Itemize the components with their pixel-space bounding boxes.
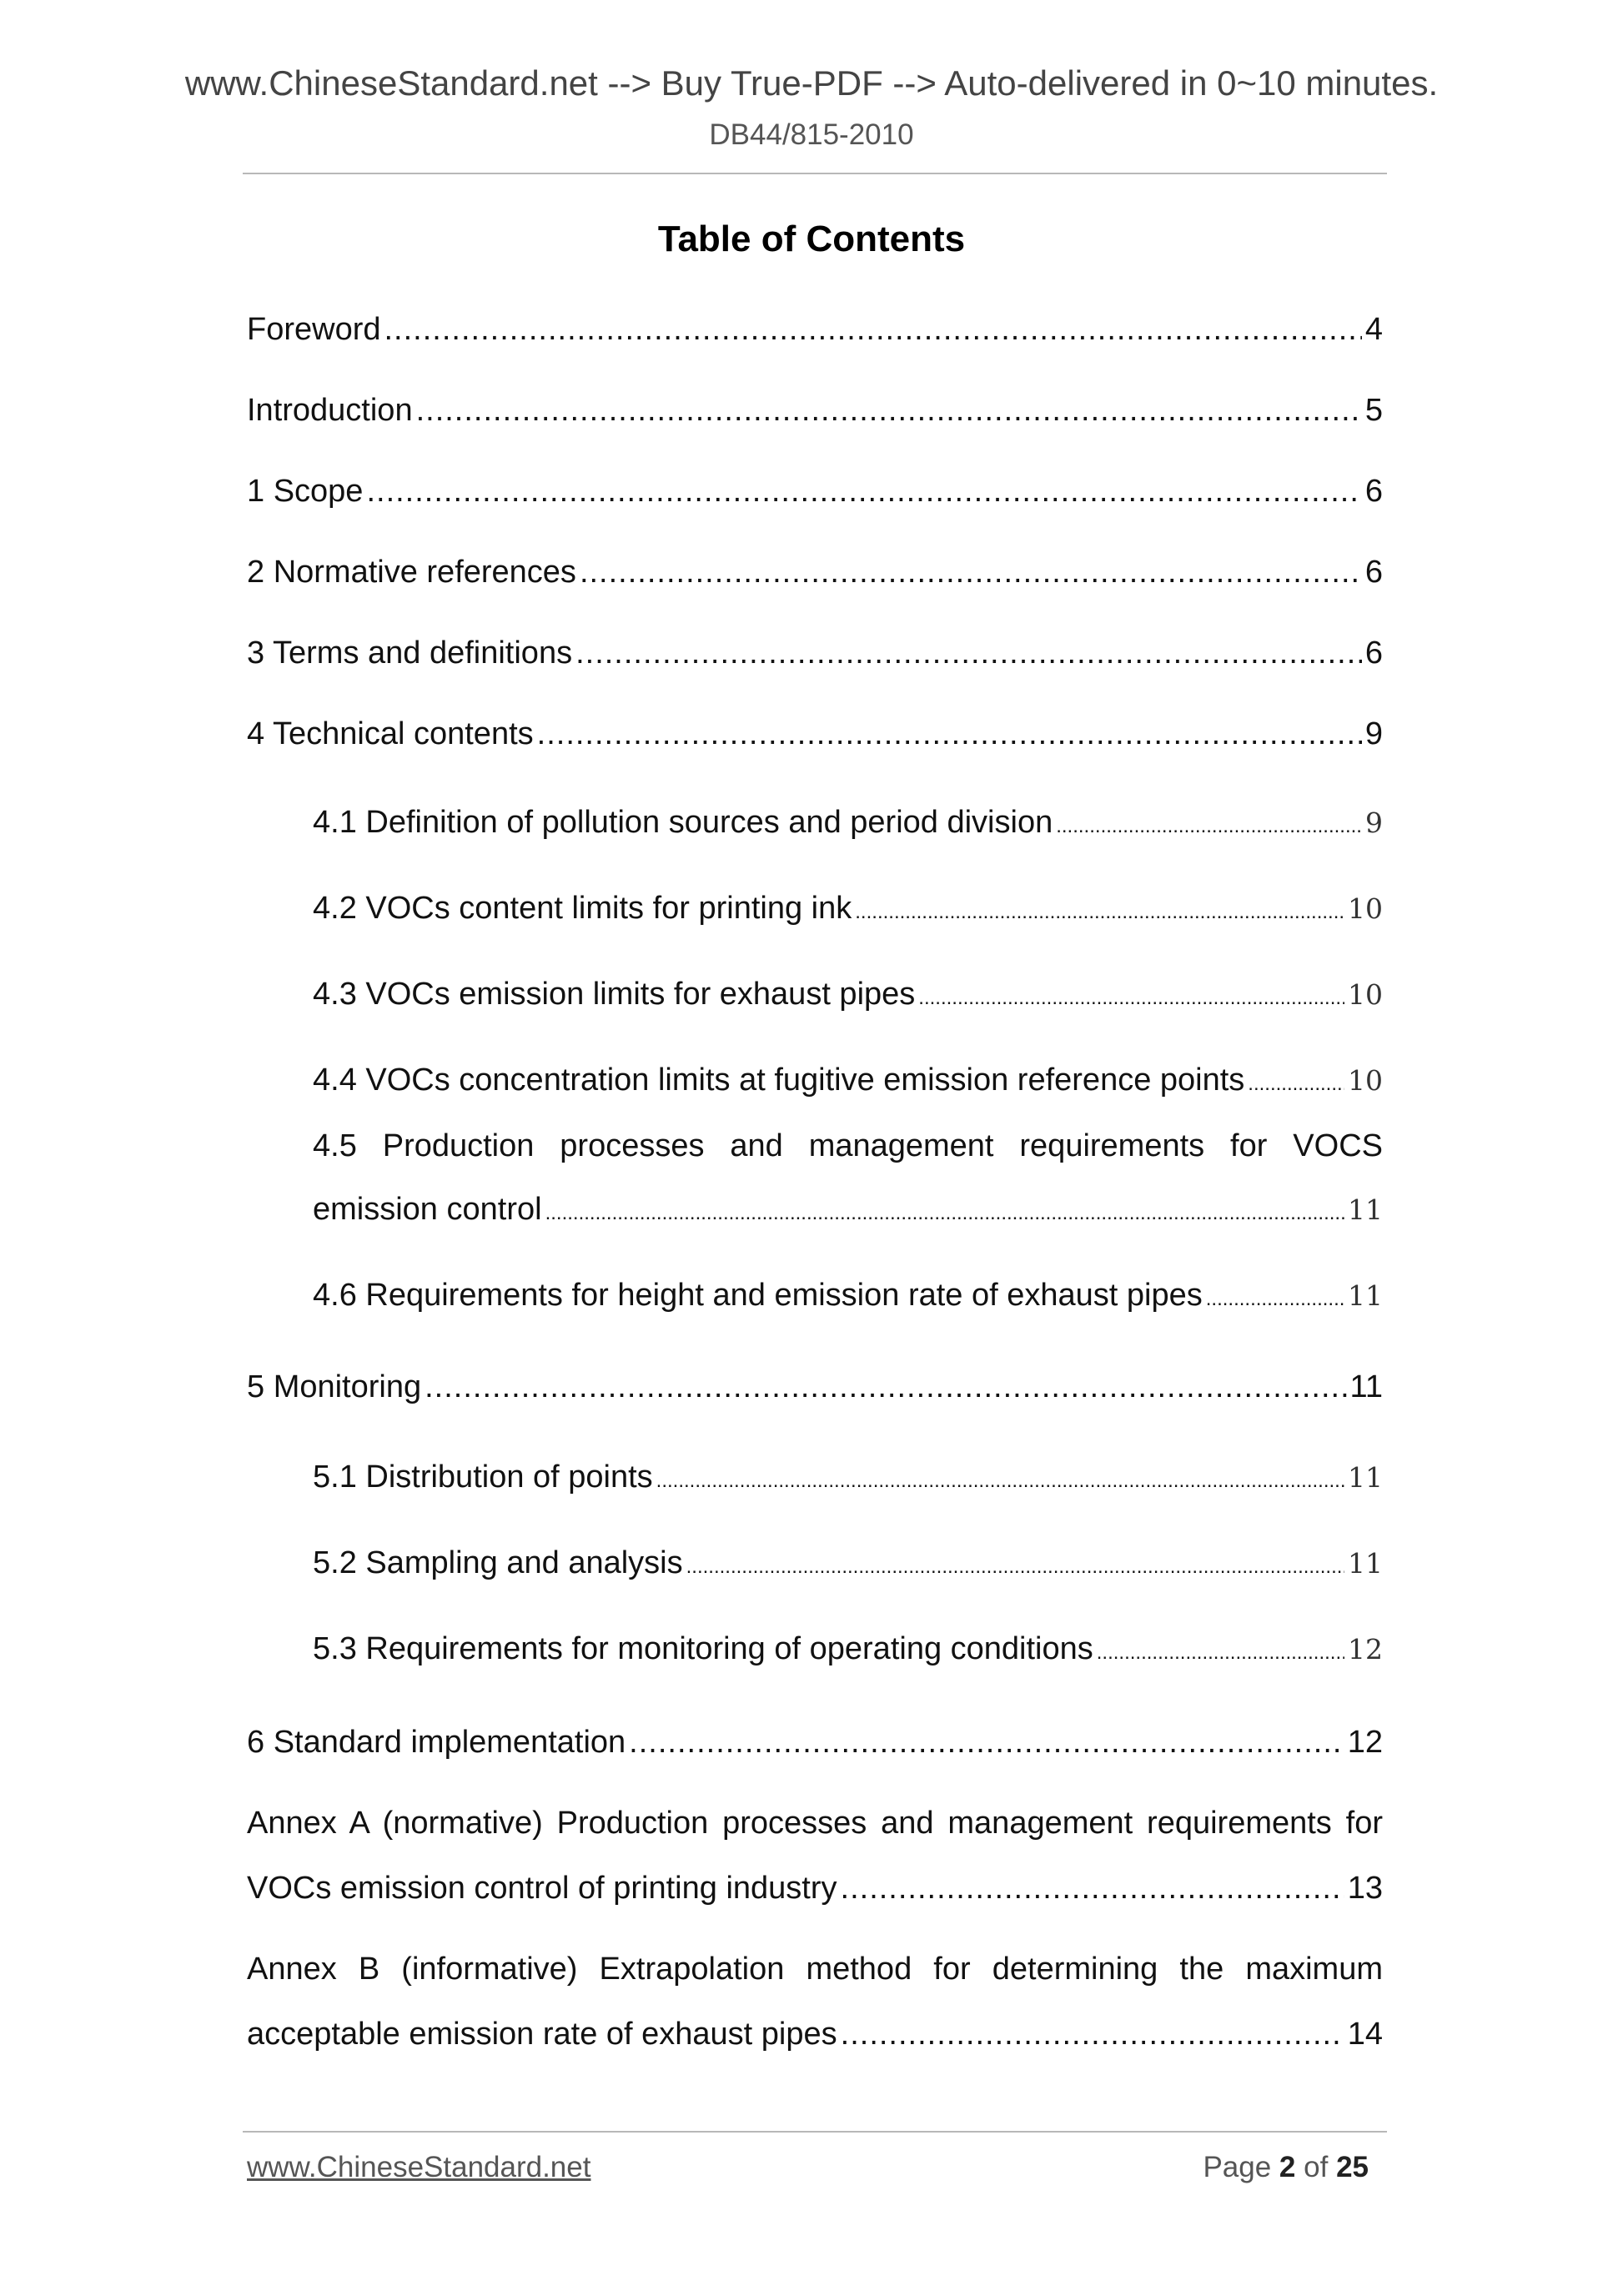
toc-page-number: 13	[1347, 1871, 1383, 1906]
footer-divider	[243, 2131, 1387, 2133]
toc-leader-dots	[416, 393, 1362, 429]
toc-entry-4-1[interactable]	[313, 805, 1383, 841]
toc-page-number: 12	[1348, 1633, 1383, 1665]
toc-entry-label: VOCs emission control of printing industry	[247, 1871, 837, 1906]
toc-leader-dots	[1097, 1641, 1344, 1665]
toc-leader-dots	[425, 1369, 1346, 1405]
toc-entry-label: 3 Terms and definitions	[247, 636, 573, 671]
toc-page-number: 6	[1364, 555, 1383, 590]
header-banner: www.ChineseStandard.net --> Buy True-PDF --> Auto-delivered in 0~10 minutes.	[184, 63, 1439, 103]
toc-entry-5-3[interactable]	[313, 1631, 1383, 1667]
toc-entry-label: 4.3 VOCs emission limits for exhaust pipes	[313, 977, 916, 1012]
toc-entry-technical-contents[interactable]	[247, 716, 1383, 752]
toc-entry-5-2[interactable]	[313, 1545, 1383, 1581]
page-current: 2	[1279, 2151, 1296, 2183]
toc-page-number: 14	[1347, 2017, 1383, 2052]
toc-leader-dots	[686, 1555, 1344, 1579]
toc-page-number: 9	[1364, 716, 1383, 751]
toc-entry-monitoring[interactable]	[247, 1369, 1383, 1405]
toc-entry-introduction[interactable]	[247, 393, 1383, 429]
header-divider	[243, 173, 1387, 174]
toc-page-number: 9	[1365, 806, 1383, 839]
toc-entry-label: 4.2 VOCs content limits for printing ink	[313, 891, 852, 926]
page-of: of	[1304, 2151, 1329, 2183]
toc-page-number: 10	[1348, 1064, 1383, 1097]
toc-page-number: 4	[1364, 312, 1383, 347]
toc-entry-5-1[interactable]	[313, 1459, 1383, 1495]
toc-entry-annex-a-line1[interactable]: Annex A (normative) Production processes and management requirements for	[247, 1806, 1383, 1841]
toc-entry-standard-implementation[interactable]	[247, 1725, 1383, 1761]
toc-entry-label: 4.4 VOCs concentration limits at fugitive emission reference points	[313, 1063, 1245, 1098]
toc-entry-4-4[interactable]	[313, 1063, 1383, 1098]
toc-entry-annex-a[interactable]	[247, 1871, 1383, 1907]
toc-entry-scope[interactable]	[247, 474, 1383, 510]
toc-entry-label: 5 Monitoring	[247, 1369, 422, 1404]
toc-entry-label: 4.6 Requirements for height and emission rate of exhaust pipes	[313, 1278, 1203, 1313]
toc-page-number: 11	[1348, 1279, 1383, 1312]
toc-entry-label: 2 Normative references	[247, 555, 576, 590]
toc-leader-dots	[656, 1470, 1344, 1493]
toc-leader-dots	[580, 555, 1362, 590]
toc-leader-dots	[855, 901, 1344, 924]
toc-page-number: 11	[1348, 1461, 1383, 1494]
toc-title: Table of Contents	[657, 219, 966, 259]
toc-entry-label: 1 Scope	[247, 474, 364, 509]
toc-leader-dots	[1206, 1288, 1344, 1311]
toc-leader-dots	[545, 1202, 1344, 1225]
page-total: 25	[1336, 2151, 1369, 2183]
toc-entry-4-6[interactable]	[313, 1278, 1383, 1314]
toc-leader-dots	[841, 2017, 1344, 2052]
toc-entry-4-5-line1[interactable]: 4.5 Production processes and management requirements for VOCS	[313, 1128, 1383, 1163]
toc-entry-label: acceptable emission rate of exhaust pipes	[247, 2017, 837, 2052]
toc-leader-dots	[366, 474, 1361, 510]
toc-leader-dots	[629, 1725, 1344, 1761]
toc-entry-label: 4.1 Definition of pollution sources and period division	[313, 805, 1053, 840]
toc-leader-dots	[384, 312, 1362, 348]
toc-entry-label: 4 Technical contents	[247, 716, 534, 751]
toc-page-number: 6	[1364, 474, 1383, 509]
toc-entry-label: 5.2 Sampling and analysis	[313, 1545, 683, 1580]
toc-entry-annex-b-line1[interactable]: Annex B (informative) Extrapolation method for determining the maximum	[247, 1952, 1383, 1987]
toc-entry-4-2[interactable]	[313, 891, 1383, 927]
toc-page-number: 5	[1364, 393, 1383, 428]
toc-leader-dots	[1248, 1073, 1344, 1096]
toc-page-number: 10	[1348, 892, 1383, 925]
toc-entry-label: 5.3 Requirements for monitoring of operating conditions	[313, 1631, 1093, 1666]
toc-page-number: 11	[1348, 1193, 1383, 1226]
toc-leader-dots	[537, 716, 1362, 752]
toc-entry-4-3[interactable]	[313, 977, 1383, 1012]
document-code: DB44/815-2010	[709, 118, 914, 151]
toc-entry-terms-definitions[interactable]	[247, 636, 1383, 671]
toc-entry-normative-references[interactable]	[247, 555, 1383, 590]
footer-page-indicator	[1203, 2151, 1369, 2184]
toc-entry-label: Foreword	[247, 312, 381, 347]
toc-entry-annex-b[interactable]	[247, 2017, 1383, 2052]
toc-entry-foreword[interactable]	[247, 312, 1383, 348]
toc-leader-dots	[575, 636, 1362, 671]
toc-entry-4-5[interactable]	[313, 1192, 1383, 1228]
toc-leader-dots	[1056, 815, 1362, 838]
toc-leader-dots	[841, 1871, 1344, 1907]
toc-entry-label: Introduction	[247, 393, 413, 428]
toc-page-number: 12	[1347, 1725, 1383, 1760]
footer-site-link[interactable]: www.ChineseStandard.net	[247, 2151, 591, 2183]
toc-page-number: 11	[1349, 1369, 1383, 1404]
toc-entry-label: emission control	[313, 1192, 542, 1227]
toc-page-number: 6	[1364, 636, 1383, 671]
toc-entry-label: 5.1 Distribution of points	[313, 1459, 653, 1495]
page-prefix: Page	[1203, 2151, 1272, 2183]
toc-page-number: 10	[1348, 978, 1383, 1011]
toc-page-number: 11	[1348, 1547, 1383, 1580]
toc-entry-label: 6 Standard implementation	[247, 1725, 626, 1760]
toc-leader-dots	[918, 987, 1344, 1010]
